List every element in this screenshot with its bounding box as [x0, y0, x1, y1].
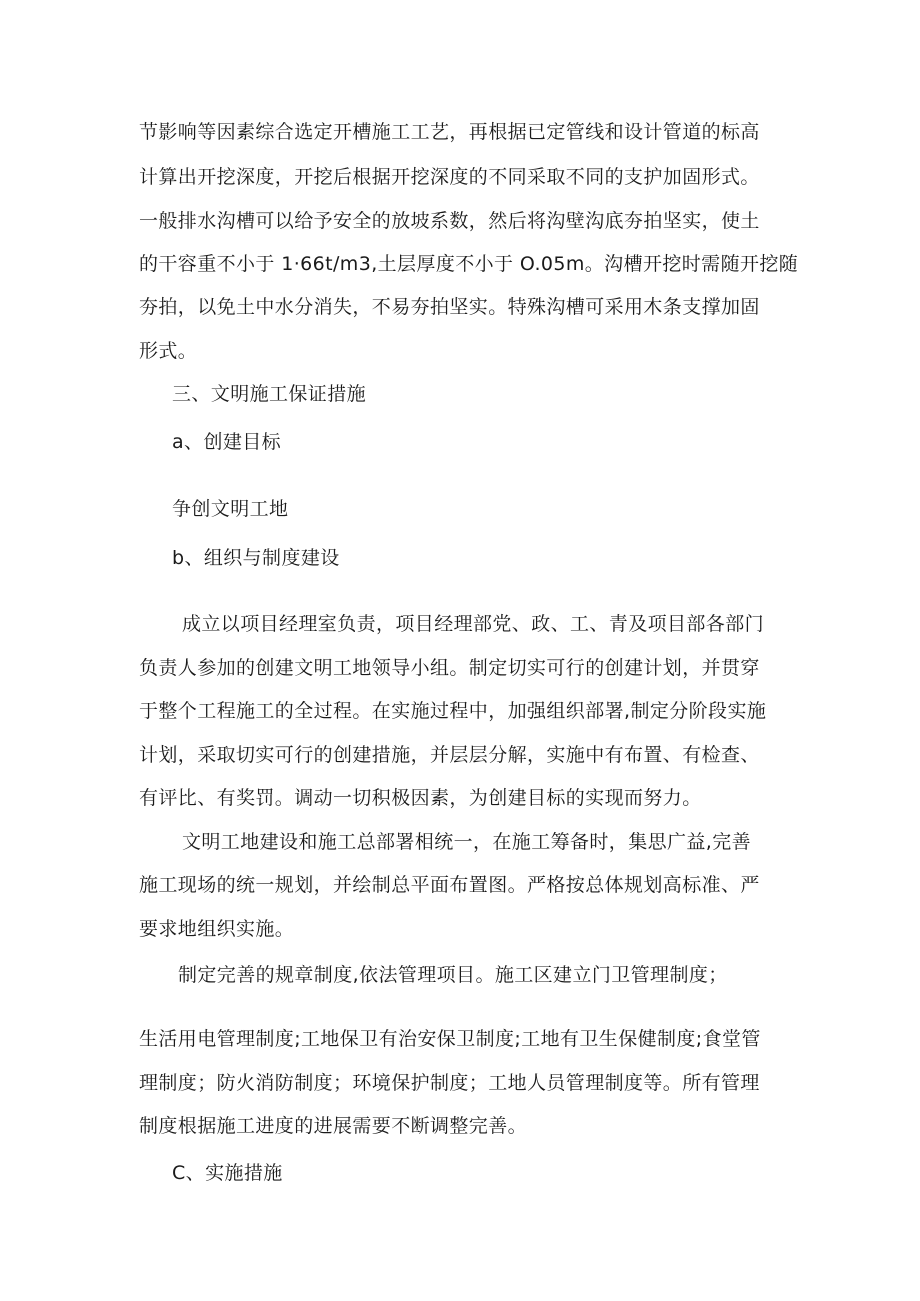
paragraph-line: 文明工地建设和施工总部署相统一，在施工筹备时，集思广益,完善 — [182, 831, 752, 853]
paragraph-line: 理制度；防火消防制度；环境保护制度；工地人员管理制度等。所有管理 — [139, 1072, 760, 1094]
paragraph-line: 负责人参加的创建文明工地领导小组。制定切实可行的创建计划，并贯穿 — [139, 657, 760, 679]
paragraph-line: 施工现场的统一规划，并绘制总平面布置图。严格按总体规划高标准、严 — [139, 874, 760, 896]
paragraph-line: 成立以项目经理室负责，项目经理部党、政、工、青及项目部各部门 — [182, 613, 765, 635]
section-heading: 三、文明施工保证措施 — [172, 383, 367, 405]
paragraph-line: 计划，采取切实可行的创建措施，并层层分解，实施中有布置、有检查、 — [139, 744, 760, 766]
paragraph-line: 一般排水沟槽可以给予安全的放坡系数，然后将沟壁沟底夯拍坚实，使土 — [139, 210, 760, 232]
paragraph-line: 于整个工程施工的全过程。在实施过程中，加强组织部署,制定分阶段实施 — [139, 700, 767, 722]
paragraph-line: 制定完善的规章制度,依法管理项目。施工区建立门卫管理制度； — [178, 964, 728, 986]
subsection-heading: b、组织与制度建设 — [172, 547, 340, 569]
paragraph-line: 生活用电管理制度;工地保卫有治安保卫制度;工地有卫生保健制度;食堂管 — [139, 1028, 761, 1050]
paragraph-line: 要求地组织实施。 — [139, 918, 295, 940]
paragraph-line: 形式。 — [139, 340, 198, 362]
paragraph-line: 节影响等因素综合选定开槽施工工艺，再根据已定管线和设计管道的标高 — [139, 121, 760, 143]
paragraph-line: 夯拍，以免土中水分消失，不易夯拍坚实。特殊沟槽可采用木条支撑加固 — [139, 296, 760, 318]
paragraph-line: 制度根据施工进度的进展需要不断调整完善。 — [139, 1115, 528, 1137]
subsection-heading: a、创建目标 — [172, 431, 282, 453]
paragraph-line: 计算出开挖深度，开挖后根据开挖深度的不同采取不同的支护加固形式。 — [139, 166, 760, 188]
paragraph-line: 的干容重不小于 1·66t∕m3,土层厚度不小于 O.05m。沟槽开挖时需随开挖随 — [139, 253, 799, 275]
target-text: 争创文明工地 — [172, 498, 289, 520]
paragraph-line: 有评比、有奖罚。调动一切积极因素，为创建目标的实现而努力。 — [139, 787, 702, 809]
subsection-heading: C、实施措施 — [172, 1162, 283, 1184]
